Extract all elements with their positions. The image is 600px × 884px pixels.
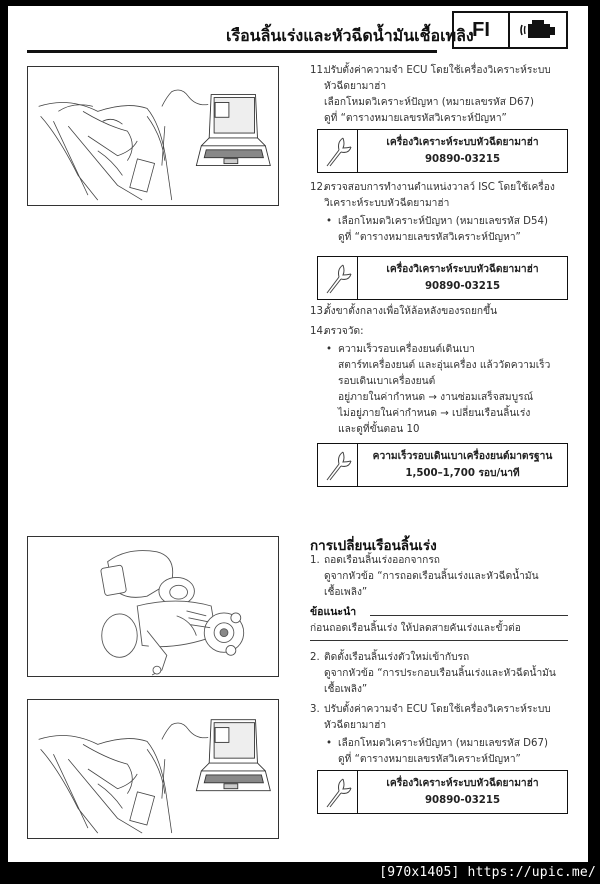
- step-14: 14. ตรวจวัด: • ความเร็วรอบเครื่องยนต์เดินเบา สตาร์ทเครื่องยนต์ และอุ่นเครื่อง แล้ววัดความเร็ว รอบเดินเบาเครื่องยนต์ อยู่ภายในค่ากำหนด → งานซ่อมเสร็จสมบูรณ์ ไม่อยู่ภายในค่ากำหนด → เปลี่ยนเรือนลิ้นเร่ง และดูที่ขั้นตอน 10: [310, 324, 568, 438]
- idle-speed-spec-box: [317, 443, 568, 487]
- step-11: 11. ปรับตั้งค่าความจำ ECU โดยใช้เครื่องวิเคราะห์ระบบ หัวฉีดยามาฮ่า เลือกโหมดวิเคราะห์ปัญหา (หมายเลขรหัส D67) ดูที่ “ตารางหมายเลขรหัสวิเคราะห์ปัญหา”: [310, 65, 551, 124]
- note-rule: [370, 615, 568, 616]
- throttle-body-figure: [27, 536, 279, 677]
- note-heading: ข้อแนะนำ: [310, 606, 357, 618]
- wrench-tool-icon: [318, 257, 358, 299]
- note-body: ก่อนถอดเรือนลิ้นเร่ง ให้ปลดสายคันเร่งและขั้วต่อ: [310, 623, 521, 634]
- instructions-column: [310, 63, 568, 131]
- section-title: การเปลี่ยนเรือนลิ้นเร่ง: [310, 538, 437, 554]
- footer-bar: [0, 862, 600, 884]
- tool-name: เครื่องวิเคราะห์ระบบหัวฉีดยามาฮ่า: [386, 264, 539, 275]
- spec-name: ความเร็วรอบเดินเบาเครื่องยนต์มาตรฐาน: [372, 451, 553, 462]
- manual-page: [8, 6, 588, 862]
- spec-value: 1,500–1,700 รอบ/นาที: [405, 468, 520, 479]
- header-rule: [27, 50, 437, 53]
- bullet-item: • เลือกโหมดวิเคราะห์ปัญหา (หมายเลขรหัส D54) ดูที่ “ตารางหมายเลขรหัสวิเคราะห์ปัญหา”: [324, 214, 568, 246]
- diagnostic-tool-connection-figure: [27, 66, 279, 206]
- section-badge: [452, 11, 568, 49]
- step-13: 13. ตั้งขาตั้งกลางเพื่อให้ล้อหลังของรถยกขึ้น: [310, 306, 498, 317]
- step-12: 12. ตรวจสอบการทำงานตำแหน่งวาลว์ ISC โดยใช้เครื่อง วิเคราะห์ระบบหัวฉีดยามาฮ่า • เลือกโหมดวิเคราะห์ปัญหา (หมายเลขรหัส D54) ดูที่ “ตารางหมายเลขรหัสวิเคราะห์ปัญหา”: [310, 180, 568, 246]
- tool-part-number: 90890-03215: [424, 154, 501, 165]
- wrench-tool-icon: [318, 444, 358, 486]
- bullet-item: • ความเร็วรอบเครื่องยนต์เดินเบา สตาร์ทเครื่องยนต์ และอุ่นเครื่อง แล้ววัดความเร็ว รอบเดินเบาเครื่องยนต์ อยู่ภายในค่ากำหนด → งานซ่อมเสร็จสมบูรณ์ ไม่อยู่ภายในค่ากำหนด → เปลี่ยนเรือนลิ้นเร่ง และดูที่ขั้นตอน 10: [324, 342, 568, 438]
- step-1: 1. ถอดเรือนลิ้นเร่งออกจากรถ ดูจากหัวข้อ “การถอดเรือนลิ้นเร่งและหัวฉีดน้ำมัน เชื้อเพลิง”: [310, 555, 539, 598]
- tool-name: เครื่องวิเคราะห์ระบบหัวฉีดยามาฮ่า: [386, 137, 539, 148]
- tool-name: เครื่องวิเคราะห์ระบบหัวฉีดยามาฮ่า: [386, 778, 539, 789]
- fi-label: FI: [454, 13, 510, 47]
- tool-spec-box: [317, 129, 568, 173]
- image-source-label: [970x1405] https://upic.me/: [379, 865, 596, 880]
- step-3: 3. ปรับตั้งค่าความจำ ECU โดยใช้เครื่องวิเคราะห์ระบบ หัวฉีดยามาฮ่า • เลือกโหมดวิเคราะห์ปัญหา (หมายเลขรหัส D67) ดูที่ “ตารางหมายเลขรหัสวิเคราะห์ปัญหา”: [310, 702, 568, 768]
- tool-part-number: 90890-03215: [424, 281, 501, 292]
- tool-part-number: 90890-03215: [424, 795, 501, 806]
- wrench-tool-icon: [318, 771, 358, 813]
- tool-spec-box: [317, 256, 568, 300]
- diagnostic-tool-connection-figure-2: [27, 699, 279, 839]
- scooter-laptop-illustration: [28, 67, 278, 205]
- tool-spec-box: [317, 770, 568, 814]
- bullet-item: • เลือกโหมดวิเคราะห์ปัญหา (หมายเลขรหัส D67) ดูที่ “ตารางหมายเลขรหัสวิเคราะห์ปัญหา”: [324, 736, 568, 768]
- engine-icon: [510, 13, 566, 47]
- step-2: 2. ติดตั้งเรือนลิ้นเร่งตัวใหม่เข้ากับรถ ดูจากหัวข้อ “การประกอบเรือนลิ้นเร่งและหัวฉีดน้ำมัน เชื้อเพลิง”: [310, 652, 556, 695]
- page-title: เรือนลิ้นเร่งและหัวฉีดน้ำมันเชื้อเพลิง: [226, 26, 474, 45]
- wrench-tool-icon: [318, 130, 358, 172]
- note-rule: [310, 640, 568, 641]
